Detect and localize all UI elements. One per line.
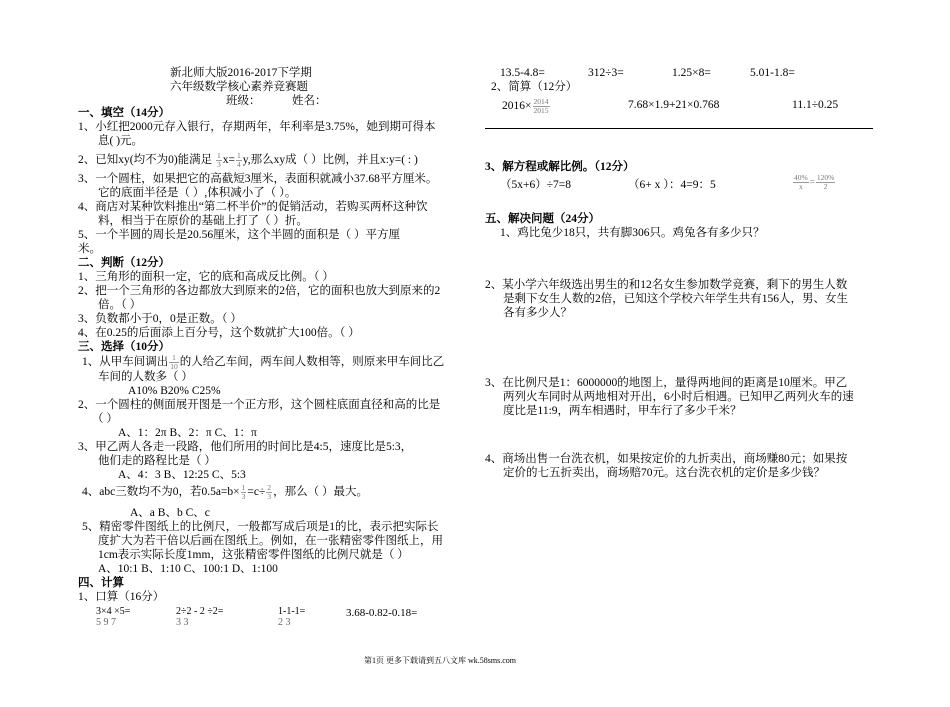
fraction-two-thirds: $\frac{2}{3}$	[267, 483, 272, 501]
judge-q4: 4、在0.25的后面添上百分号，这个数就扩大100倍。（ ）	[78, 327, 360, 339]
divider-line	[485, 128, 873, 129]
title-line-1: 新北师大版2016-2017下学期	[170, 67, 312, 79]
oral-calc-8: 5.01-1.8=	[750, 67, 795, 79]
fill-q3-line2: 它的底面半径是（ ）,体积减小了（ ）。	[98, 187, 297, 199]
problem-2-line3: 各有多少人？	[503, 307, 572, 319]
simplify-q3: 11.1÷0.25	[792, 99, 839, 111]
simplify-q1: 2016× $\frac{2014}{2015}$	[502, 97, 549, 115]
fill-q1-line1: 1、小红把2000元存入银行，存期两年，年利率是3.75%，她到期可得本	[78, 121, 436, 133]
choice-q5-line3: 1cm表示实际长度1mm，这张精密零件图纸的比例尺就是（ ）	[98, 549, 409, 561]
fill-q4-line2: 料，相当于在原价的基础上打了（ ）折。	[98, 215, 308, 227]
fraction-120-percent-over-2: $\frac{120\%}{2}$	[816, 173, 835, 191]
choice-q1-line2: 车间的人数多（ ）	[98, 371, 193, 383]
choice-q3-line2: 他们走的路程比是（ ）	[98, 455, 216, 467]
equation-1: （5x+6）÷7=8	[500, 179, 572, 191]
fill-q5-line2: 米。	[78, 243, 101, 255]
section-4-title: 四、计算	[78, 577, 124, 589]
choice-q1: 1、从甲车间调出 $\frac{1}{10}$ 的人给乙车间，两车间人数相等，则原来甲车间比乙	[82, 353, 445, 371]
equation-2: （6+ x ）：4=9：5	[628, 179, 716, 191]
oral-calc-6: 312÷3=	[588, 67, 624, 79]
oral-calc-4: 3.68-0.82-0.18=	[346, 607, 418, 619]
choice-q2-line1: 2、一个圆柱的侧面展开图是一个正方形，这个圆柱底面直径和高的比是	[78, 399, 441, 411]
oral-calc-5: 13.5-4.8=	[500, 67, 545, 79]
problem-3-line1: 3、在比例尺是1：6000000的地图上，量得两地间的距离是10厘米。甲乙	[485, 377, 848, 389]
fraction-one-fourth: $\frac{1}{4}$	[237, 151, 241, 169]
oral-calc-7: 1.25×8=	[672, 67, 711, 79]
choice-q2-line2: （ ）	[92, 413, 118, 425]
section-3-title: 三、选择（10分）	[78, 341, 170, 353]
section-5-title: 五、解决问题（24分）	[485, 213, 600, 225]
title-line-2: 六年级数学核心素养竞赛题	[170, 81, 308, 93]
problem-2-line2: 是剩下女生人数的2倍，已知这个学校六年学生共有156人，男、女生	[503, 293, 848, 305]
fraction-one-third-b: $\frac{1}{3}$	[241, 483, 246, 501]
fill-q3-line1: 3、一个圆柱，如果把它的高截短3厘米，表面积就减小37.68平方厘米。	[78, 173, 438, 185]
oral-calc-3: 1-1-1= 2 3	[278, 606, 306, 628]
judge-q1: 1、三角形的面积一定，它的底和高成反比例。（ ）	[78, 271, 334, 283]
fill-q2: 2、已知xy(均不为0)能满足 $\frac{1}{3}$ x= $\frac{1}{4}$ y,那么xy成（ ）比例，并且x:y=( : )	[78, 151, 418, 169]
choice-q3-line1: 3、甲乙两人各走一段路，他们所用的时间比是4:5，速度比是5:3，	[78, 441, 413, 453]
judge-q2-line1: 2、把一个三角形的各边都放大到原来的2倍，它的面积也放大到原来的2	[78, 285, 441, 297]
class-label: 班级：	[226, 95, 261, 107]
fill-q5-line1: 5、一个半圆的周长是20.56厘米，这个半圆的面积是（ ）平方厘	[78, 229, 400, 241]
fraction-one-third: $\frac{1}{3}$	[217, 151, 221, 169]
choice-q1-options: A10% B20% C25%	[128, 385, 221, 397]
page-footer: 第1页 更多下载请到五八文库 wk.58sms.com	[364, 656, 516, 665]
oral-calc-1: 3×4 ×5= 5 9 7	[96, 606, 131, 628]
fill-q4-line1: 4、商店对某种饮料推出“第二杯半价”的促销活动，若购买两杯这种饮	[78, 201, 428, 213]
equation-section-title: 3、解方程或解比例。（12分）	[485, 161, 635, 173]
choice-q5-line1: 5、精密零件图纸上的比例尺，一般都写成后项是1的比，表示把实际长	[82, 521, 439, 533]
simplify-title: 2、简算（12分）	[491, 81, 578, 93]
fraction-2014-2015: $\frac{2014}{2015}$	[533, 97, 549, 115]
problem-3-line3: 度比是11:9，两车相遇时，甲车行了多少千米？	[503, 405, 742, 417]
fraction-40-percent-over-x: $\frac{40\%}{x}$	[794, 173, 808, 191]
choice-q4-options: A、a B、b C、c	[130, 507, 210, 519]
choice-q3-options: A、4：3 B、12:25 C、5:3	[118, 469, 246, 481]
section-1-title: 一、填空（14分）	[78, 107, 170, 119]
choice-q2-options: A、1：2π B、2：π C、1：π	[118, 427, 257, 439]
problem-3-line2: 两列火车同时从两地相对开出，6小时后相遇。已知甲乙两列火车的速	[503, 391, 854, 403]
oral-calc-title: 1、口算（16分）	[78, 591, 165, 603]
section-2-title: 二、判断（12分）	[78, 257, 170, 269]
name-label: 姓名：	[292, 95, 327, 107]
fill-q1-line2: 息( )元。	[98, 135, 144, 147]
problem-1: 1、鸡比兔少18只，共有脚306只。鸡兔各有多少只？	[500, 227, 765, 239]
equation-3: $\frac{40\%}{x}$ = $\frac{120\%}{2}$	[794, 173, 835, 191]
fraction-one-tenth: $\frac{1}{10}$	[170, 353, 178, 371]
judge-q3: 3、负数都小于0，0是正数。（ ）	[78, 313, 242, 325]
choice-q5-line2: 度扩大为若干倍以后画在图纸上。例如，在一张精密零件图纸上，用	[98, 535, 443, 547]
problem-4-line2: 定价的七五折卖出，商场赔70元。这台洗衣机的定价是多少钱？	[503, 467, 825, 479]
judge-q2-line2: 倍。（ ）	[98, 299, 142, 311]
problem-2-line1: 2、某小学六年级选出男生的和12名女生参加数学竞赛，剩下的男生人数	[485, 279, 848, 291]
simplify-q2: 7.68×1.9+21×0.768	[628, 99, 720, 111]
choice-q4: 4、abc三数均不为0，若0.5a=b× $\frac{1}{3}$ =c÷ $\frac{2}{3}$ ，那么（ ）最大。	[82, 483, 368, 501]
choice-q5-options: A、10:1 B、1:10 C、100:1 D、1:100	[98, 563, 278, 575]
oral-calc-2: 2÷2 - 2 ÷2= 3 3	[176, 606, 224, 628]
problem-4-line1: 4、商场出售一台洗衣机，如果按定价的九折卖出，商场赚80元；如果按	[485, 453, 848, 465]
